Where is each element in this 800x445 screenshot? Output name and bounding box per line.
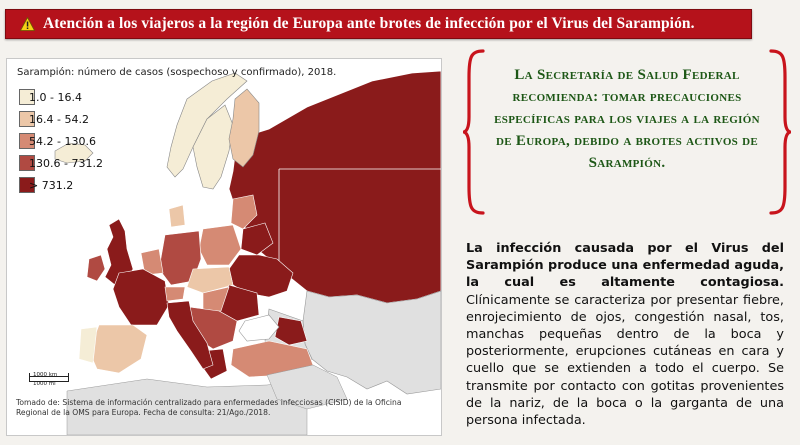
legend-item — [19, 152, 103, 174]
region-denmark — [169, 205, 185, 227]
legend-label: 1.0 - 16.4 — [29, 90, 82, 104]
alert-banner — [5, 9, 752, 39]
scale-label-mi: 1000 mi — [33, 381, 56, 387]
measles-map-card — [6, 58, 442, 436]
legend-label: 16.4 - 54.2 — [29, 112, 89, 126]
map-scale — [29, 372, 69, 387]
map-title: Sarampión: número de casos (sospechoso y confirmado), 2018. — [17, 67, 337, 78]
recommendation-box — [463, 47, 791, 217]
legend-item — [19, 130, 103, 152]
description-normal: Clínicamente se caracteriza por presentar fiebre, enrojecimiento de ojos, congestión nasal, tos, manchas pequeñas dentro de la boca y posteriormente, erupciones cutáneas en cara y cuello que se extienden a todo el cuerpo. Se transmite por contacto con gotitas provenientes de la nariz, de la boca o la garganta de una persona infectada. — [466, 292, 784, 429]
legend-label: 54.2 - 130.6 — [29, 134, 96, 148]
description-paragraph — [466, 240, 784, 429]
region-switzerland — [165, 287, 185, 301]
right-brace-icon — [769, 47, 791, 217]
banner-text: Atención a los viajeros a la región de Europa ante brotes de infección por el Virus del Sarampión. — [43, 15, 695, 32]
scale-label-km: 1000 km — [33, 372, 58, 378]
left-brace-icon — [463, 47, 485, 217]
legend-label: > 731.2 — [29, 178, 74, 192]
legend-item — [19, 86, 103, 108]
map-source: Tomado de: Sistema de información centralizado para enfermedades infecciosas (CISID) de la Oficina Regional de la OMS para Europa. Fecha de consulta: 21/Ago./2018. — [16, 398, 402, 417]
legend-item — [19, 108, 103, 130]
map-legend — [19, 86, 103, 196]
recommendation-text: La Secretaría de Salud Federal recomienda: tomar precauciones específicas para los viajes a la región de Europa, debido a brotes activos de Sarampión. — [494, 67, 760, 171]
description-bold: La infección causada por el Virus del Sarampión produce una enfermedad aguda, la cual es altamente contagiosa. — [466, 241, 784, 291]
warning-icon — [20, 17, 35, 31]
legend-label: 130.6 - 731.2 — [29, 156, 103, 170]
legend-item — [19, 174, 103, 196]
